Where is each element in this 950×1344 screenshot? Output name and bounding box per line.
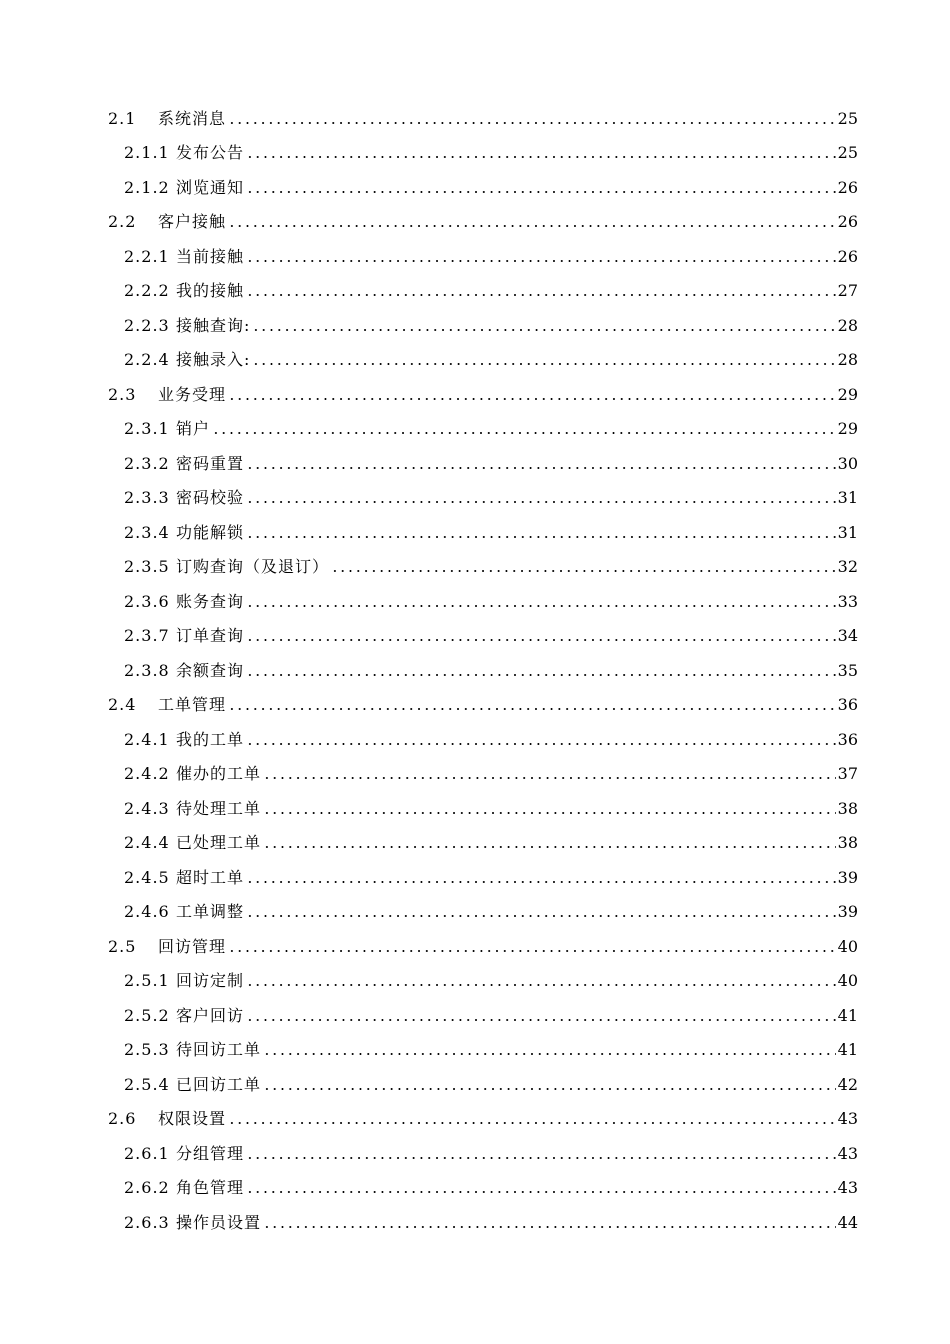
toc-subsection-entry[interactable]: [108, 853, 858, 888]
toc-subsection-entry[interactable]: [108, 1060, 858, 1095]
toc-entry-number: 2.3: [108, 384, 137, 404]
toc-entry-number: 2.4.5: [124, 867, 170, 887]
toc-subsection-entry[interactable]: [108, 508, 858, 543]
toc-entry-number: 2.6.2: [124, 1178, 170, 1197]
toc-entry-page-number: 43: [837, 1178, 858, 1197]
toc-dot-leader: [246, 190, 836, 194]
toc-dot-leader: [246, 742, 836, 746]
toc-dot-leader: [263, 811, 836, 815]
toc-entry-page-number: 35: [837, 660, 858, 680]
toc-entry-title: 待回访工单: [176, 1040, 262, 1059]
toc-entry-number: 2.3.8: [124, 660, 170, 680]
toc-entry-page-number: 43: [837, 1143, 858, 1163]
toc-entry-page-number: 36: [837, 729, 858, 749]
toc-entry-page-number: 26: [837, 177, 858, 197]
toc-dot-leader: [228, 121, 836, 125]
toc-dot-leader: [263, 776, 836, 780]
toc-entry-page-number: 26: [837, 212, 858, 231]
toc-entry-page-number: 44: [837, 1212, 858, 1232]
toc-entry-title: 浏览通知: [176, 177, 245, 197]
toc-entry-page-number: 40: [837, 936, 858, 956]
toc-entry-number: 2.4: [108, 695, 137, 714]
toc-entry-title: 客户回访: [176, 1005, 245, 1025]
toc-entry-title: 我的工单: [176, 729, 245, 749]
toc-dot-leader: [246, 293, 836, 297]
toc-subsection-entry[interactable]: [108, 1026, 858, 1061]
toc-entry-page-number: 26: [837, 246, 858, 266]
toc-dot-leader: [263, 845, 836, 849]
toc-entry-title: 当前接触: [176, 246, 245, 266]
toc-entry-number: 2.1.2: [124, 177, 170, 197]
toc-entry-page-number: 28: [837, 350, 858, 369]
toc-entry-page-number: 36: [837, 695, 858, 714]
toc-dot-leader: [228, 707, 836, 711]
toc-subsection-entry[interactable]: [108, 129, 858, 164]
toc-dot-leader: [246, 1190, 836, 1194]
toc-entry-title: 工单调整: [176, 902, 245, 921]
toc-entry-page-number: 32: [837, 557, 858, 576]
toc-entry-number: 2.5: [108, 936, 137, 956]
toc-entry-page-number: 42: [837, 1074, 858, 1094]
toc-dot-leader: [263, 1087, 836, 1091]
toc-entry-title: 超时工单: [176, 867, 245, 887]
toc-entry-page-number: 41: [837, 1005, 858, 1025]
toc-entry-number: 2.4.6: [124, 902, 170, 921]
toc-subsection-entry[interactable]: [108, 1198, 858, 1233]
toc-entry-title: 功能解锁: [176, 522, 245, 542]
toc-entry-title: 销户: [176, 419, 211, 438]
toc-entry-page-number: 30: [837, 453, 858, 473]
toc-entry-page-number: 28: [837, 315, 858, 335]
toc-entry-title: 系统消息: [158, 108, 227, 128]
toc-section-entry[interactable]: [108, 198, 858, 233]
toc-entry-number: 2.3.5: [124, 557, 170, 576]
toc-subsection-entry[interactable]: [108, 784, 858, 819]
toc-entry-number: 2.6.3: [124, 1212, 170, 1232]
toc-entry-page-number: 39: [837, 867, 858, 887]
toc-subsection-entry[interactable]: [108, 474, 858, 509]
toc-entry-number: 2.5.1: [124, 971, 170, 990]
toc-entry-number: 2.1.1: [124, 143, 170, 162]
toc-entry-number: 2.5.2: [124, 1005, 170, 1025]
toc-subsection-entry[interactable]: [108, 439, 858, 474]
toc-dot-leader: [263, 1225, 836, 1229]
toc-entry-number: 2.4.1: [124, 729, 170, 749]
toc-dot-leader: [246, 466, 836, 470]
toc-entry-page-number: 31: [837, 522, 858, 542]
toc-dot-leader: [252, 362, 835, 366]
toc-dot-leader: [246, 500, 836, 504]
toc-entry-title: 工单管理: [158, 695, 227, 714]
toc-entry-page-number: 39: [837, 902, 858, 921]
toc-entry-page-number: 41: [837, 1040, 858, 1059]
toc-entry-page-number: 37: [837, 764, 858, 783]
toc-dot-leader: [228, 224, 836, 228]
toc-entry-page-number: 25: [837, 143, 858, 162]
toc-entry-title: 账务查询: [176, 591, 245, 611]
toc-subsection-entry[interactable]: [108, 336, 858, 371]
toc-entry-title: 我的接触: [176, 281, 245, 300]
toc-entry-number: 2.6: [108, 1109, 137, 1128]
toc-entry-title: 客户接触: [158, 212, 227, 231]
toc-entry-number: 2.4.3: [124, 798, 170, 818]
toc-entry-number: 2.3.6: [124, 591, 170, 611]
toc-entry-page-number: 33: [837, 591, 858, 611]
toc-entry-page-number: 43: [837, 1109, 858, 1128]
toc-entry-number: 2.3.3: [124, 488, 170, 507]
toc-subsection-entry[interactable]: [108, 957, 858, 992]
toc-entry-number: 2.2: [108, 212, 137, 231]
toc-entry-number: 2.2.4: [124, 350, 170, 369]
toc-subsection-entry[interactable]: [108, 232, 858, 267]
toc-entry-page-number: 27: [837, 281, 858, 300]
toc-entry-title: 操作员设置: [176, 1212, 262, 1232]
toc-entry-title: 订单查询: [176, 626, 245, 645]
toc-entry-page-number: 38: [837, 798, 858, 818]
toc-entry-title: 订购查询（及退订）: [176, 557, 330, 576]
toc-entry-page-number: 40: [837, 971, 858, 990]
toc-entry-title: 回访定制: [176, 971, 245, 990]
toc-entry-page-number: 25: [837, 108, 858, 128]
toc-subsection-entry[interactable]: [108, 888, 858, 923]
toc-entry-number: 2.5.3: [124, 1040, 170, 1059]
toc-entry-number: 2.2.3: [124, 315, 170, 335]
toc-entry-number: 2.3.2: [124, 453, 170, 473]
toc-entry-title: 角色管理: [176, 1178, 245, 1197]
toc-entry-number: 2.2.1: [124, 246, 170, 266]
toc-subsection-entry[interactable]: [108, 612, 858, 647]
toc-subsection-entry[interactable]: [108, 163, 858, 198]
toc-subsection-entry[interactable]: [108, 405, 858, 440]
toc-subsection-entry[interactable]: [108, 646, 858, 681]
toc-section-entry[interactable]: [108, 94, 858, 129]
toc-dot-leader: [246, 638, 836, 642]
toc-entry-page-number: 29: [837, 419, 858, 438]
toc-dot-leader: [228, 1121, 836, 1125]
toc-dot-leader: [246, 983, 836, 987]
toc-entry-title: 接触查询:: [176, 315, 251, 335]
toc-dot-leader: [246, 259, 836, 263]
toc-section-entry[interactable]: [108, 1095, 858, 1130]
toc-entry-number: 2.3.4: [124, 522, 170, 542]
toc-entry-number: 2.4.4: [124, 833, 170, 852]
toc-entry-title: 催办的工单: [176, 764, 262, 783]
toc-dot-leader: [246, 1018, 836, 1022]
toc-subsection-entry[interactable]: [108, 1129, 858, 1164]
toc-entry-number: 2.6.1: [124, 1143, 170, 1163]
toc-subsection-entry[interactable]: [108, 991, 858, 1026]
toc-subsection-entry[interactable]: [108, 750, 858, 785]
toc-entry-number: 2.3.1: [124, 419, 170, 438]
toc-entry-title: 待处理工单: [176, 798, 262, 818]
toc-entry-page-number: 29: [837, 384, 858, 404]
toc-entry-title: 已处理工单: [176, 833, 262, 852]
toc-subsection-entry[interactable]: [108, 577, 858, 612]
toc-dot-leader: [228, 397, 836, 401]
toc-dot-leader: [246, 155, 836, 159]
toc-entry-page-number: 34: [837, 626, 858, 645]
toc-subsection-entry[interactable]: [108, 1164, 858, 1199]
toc-entry-title: 密码重置: [176, 453, 245, 473]
toc-dot-leader: [252, 328, 835, 332]
toc-entry-title: 发布公告: [176, 143, 245, 162]
toc-dot-leader: [331, 569, 836, 573]
toc-entry-number: 2.3.7: [124, 626, 170, 645]
toc-subsection-entry[interactable]: [108, 301, 858, 336]
toc-entry-page-number: 31: [837, 488, 858, 507]
toc-dot-leader: [246, 1156, 836, 1160]
toc-section-entry[interactable]: [108, 370, 858, 405]
toc-section-entry[interactable]: [108, 922, 858, 957]
toc-dot-leader: [246, 914, 836, 918]
toc-entry-title: 接触录入:: [176, 350, 251, 369]
toc-entry-title: 密码校验: [176, 488, 245, 507]
toc-subsection-entry[interactable]: [108, 267, 858, 302]
toc-subsection-entry[interactable]: [108, 819, 858, 854]
toc-entry-title: 回访管理: [158, 936, 227, 956]
toc-dot-leader: [228, 949, 836, 953]
table-of-contents: [108, 94, 858, 1233]
toc-entry-page-number: 38: [837, 833, 858, 852]
toc-entry-title: 已回访工单: [176, 1074, 262, 1094]
toc-dot-leader: [263, 1052, 836, 1056]
toc-dot-leader: [246, 604, 836, 608]
toc-dot-leader: [212, 431, 836, 435]
toc-entry-number: 2.1: [108, 108, 137, 128]
toc-section-entry[interactable]: [108, 681, 858, 716]
toc-dot-leader: [246, 880, 836, 884]
toc-entry-title: 权限设置: [158, 1109, 227, 1128]
toc-subsection-entry[interactable]: [108, 715, 858, 750]
toc-entry-title: 余额查询: [176, 660, 245, 680]
toc-dot-leader: [246, 535, 836, 539]
toc-entry-number: 2.2.2: [124, 281, 170, 300]
toc-entry-number: 2.5.4: [124, 1074, 170, 1094]
toc-entry-title: 分组管理: [176, 1143, 245, 1163]
toc-entry-number: 2.4.2: [124, 764, 170, 783]
toc-entry-title: 业务受理: [158, 384, 227, 404]
toc-subsection-entry[interactable]: [108, 543, 858, 578]
toc-dot-leader: [246, 673, 836, 677]
